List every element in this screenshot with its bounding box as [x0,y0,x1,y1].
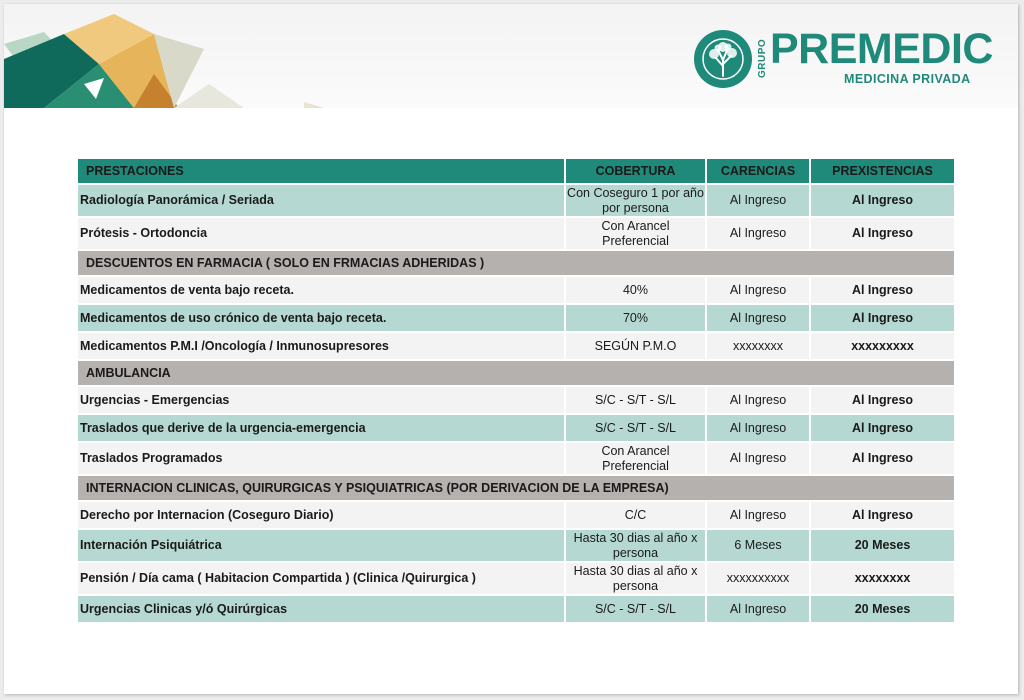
table-row [78,502,954,528]
row-cobertura: Con Arancel Preferencial [566,443,705,474]
section-title: INTERNACION CLINICAS, QUIRURGICAS Y PSIQUIATRICAS (POR DERIVACION DE LA EMPRESA) [78,476,954,500]
row-cobertura: SEGÚN P.M.O [566,333,705,359]
row-cobertura: Hasta 30 dias al año x persona [566,563,705,594]
table-row [78,596,954,622]
document-page [4,4,1018,694]
section-title: AMBULANCIA [78,361,954,385]
table-header-row [78,159,954,183]
table-row [78,277,954,303]
row-carencias: Al Ingreso [707,387,809,413]
table-row [78,443,954,474]
row-carencias: Al Ingreso [707,596,809,622]
logo-brand-text: PREMEDIC [770,25,993,73]
row-prexistencias: xxxxxxxxx [811,333,954,359]
row-carencias: 6 Meses [707,530,809,561]
row-prexistencias: xxxxxxxx [811,563,954,594]
row-carencias: Al Ingreso [707,277,809,303]
logo-tagline: MEDICINA PRIVADA [844,72,971,86]
table-row [78,415,954,441]
row-name: Radiología Panorámica / Seriada [78,185,564,216]
section-row-ambulancia [78,361,954,385]
row-carencias: Al Ingreso [707,185,809,216]
header-prexistencias: PREXISTENCIAS [811,159,954,183]
row-carencias: xxxxxxxx [707,333,809,359]
row-name: Urgencias Clinicas y/ó Quirúrgicas [78,596,564,622]
row-prexistencias: Al Ingreso [811,443,954,474]
row-prexistencias: 20 Meses [811,530,954,561]
header-prestaciones: PRESTACIONES [78,159,564,183]
row-cobertura: C/C [566,502,705,528]
row-name: Medicamentos de venta bajo receta. [78,277,564,303]
table-row [78,530,954,561]
row-cobertura: Con Coseguro 1 por año por persona [567,185,704,215]
row-name: Pensión / Día cama ( Habitacion Compartida ) (Clinica /Quirurgica ) [78,563,564,594]
row-prexistencias: 20 Meses [811,596,954,622]
row-carencias: Al Ingreso [707,415,809,441]
header-carencias: CARENCIAS [707,159,809,183]
row-carencias: Al Ingreso [707,502,809,528]
row-carencias: Al Ingreso [707,218,809,249]
row-carencias: Al Ingreso [707,305,809,331]
row-name: Urgencias - Emergencias [78,387,564,413]
section-row-internacion [78,476,954,500]
coverage-table [76,157,956,624]
row-cobertura: Con Arancel Preferencial [566,218,705,249]
row-name: Prótesis - Ortodoncia [78,218,564,249]
row-carencias: xxxxxxxxxx [707,563,809,594]
row-prexistencias: Al Ingreso [811,502,954,528]
table-row [78,387,954,413]
row-prexistencias: Al Ingreso [811,387,954,413]
table-row [78,218,954,249]
row-name: Medicamentos P.M.I /Oncología / Inmunosupresores [78,333,564,359]
row-carencias: Al Ingreso [707,443,809,474]
table-row [78,333,954,359]
table-row [78,305,954,331]
row-cobertura: 40% [566,277,705,303]
row-prexistencias: Al Ingreso [811,415,954,441]
tree-logo-icon [694,30,752,88]
row-cobertura: S/C - S/T - S/L [566,596,705,622]
row-cobertura: 70% [566,305,705,331]
row-name: Derecho por Internacion (Coseguro Diario) [78,502,564,528]
row-prexistencias: Al Ingreso [811,305,954,331]
section-row-farmacia [78,251,954,275]
decorative-triangles [4,4,344,108]
table-row [78,563,954,594]
section-title: DESCUENTOS EN FARMACIA ( SOLO EN FRMACIAS ADHERIDAS ) [78,251,954,275]
row-prexistencias: Al Ingreso [811,218,954,249]
row-cobertura: S/C - S/T - S/L [566,387,705,413]
table-row [78,185,954,216]
row-cobertura: S/C - S/T - S/L [566,415,705,441]
row-name: Internación Psiquiátrica [78,530,564,561]
row-name: Medicamentos de uso crónico de venta bajo receta. [78,305,564,331]
row-prexistencias: Al Ingreso [811,185,954,216]
row-name: Traslados que derive de la urgencia-emergencia [78,415,564,441]
logo-grupo-text: GRUPO [757,38,768,78]
row-prexistencias: Al Ingreso [811,277,954,303]
row-name: Traslados Programados [78,443,564,474]
premedic-logo [694,25,994,94]
header-cobertura: COBERTURA [566,159,705,183]
row-cobertura: Hasta 30 dias al año x persona [566,530,705,561]
